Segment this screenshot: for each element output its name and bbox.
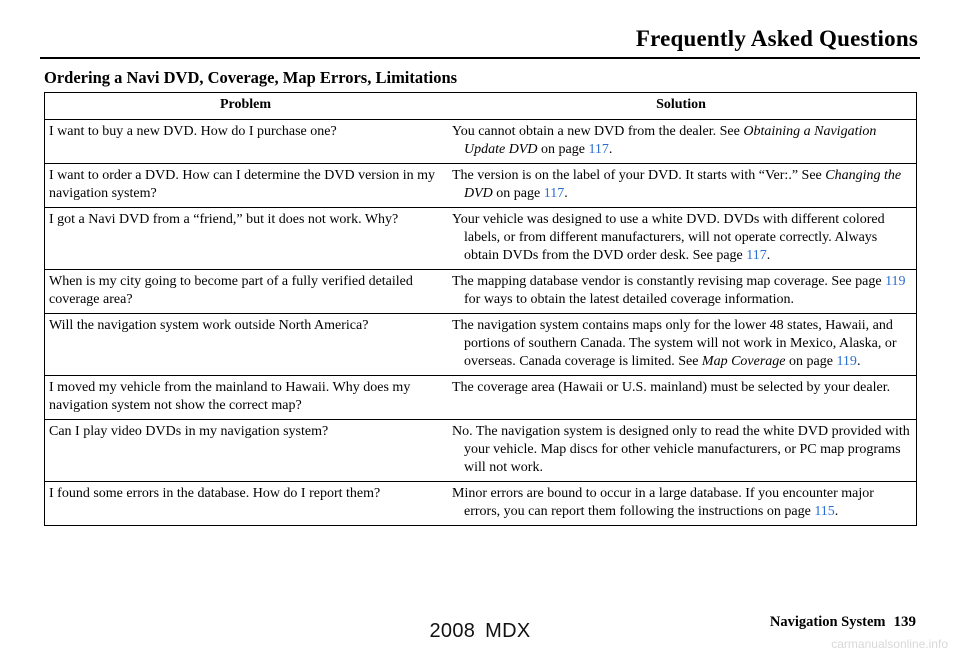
page-reference-link[interactable]: 119 <box>885 274 906 289</box>
solution-text-run: The mapping database vendor is constantly revising map coverage. See page <box>452 274 886 289</box>
solution-text-run: No. The navigation system is designed only to read the white DVD provided with your vehicle. Map discs for other vehicle manufacturers, or PC map programs will not work. <box>452 424 910 475</box>
solution-text-run: . <box>608 142 613 157</box>
table-row <box>45 164 917 208</box>
model-watermark <box>0 620 960 643</box>
faq-table-body <box>45 120 917 526</box>
watermark-model: MDX <box>485 620 531 642</box>
problem-cell: I moved my vehicle from the mainland to Hawaii. Why does my navigation system not show the correct map? <box>45 376 447 420</box>
table-row <box>45 376 917 420</box>
table-header-row <box>45 93 917 120</box>
table-row <box>45 482 917 526</box>
page-reference-link[interactable]: 117 <box>543 186 565 201</box>
solution-text-run: The navigation system contains maps only for the lower 48 states, Hawaii, and portions of southern Canada. The system will not work in Mexico, Alaska, or overseas. Canada coverage is limited. See <box>452 318 897 369</box>
problem-cell: Can I play video DVDs in my navigation system? <box>45 420 447 482</box>
section-reference: Map Coverage <box>701 354 786 369</box>
section-reference: Changing the DVD <box>464 168 902 201</box>
solution-cell <box>446 270 917 314</box>
solution-text-run: Your vehicle was designed to use a white DVD. DVDs with different colored labels, or from different manufacturers, will not operate correctly. Always obtain DVDs from the DVD order desk. See page <box>452 212 885 263</box>
solution-text-run: You cannot obtain a new DVD from the dealer. See <box>452 124 744 139</box>
solution-text-run: on page <box>492 186 544 201</box>
solution-cell <box>446 208 917 270</box>
solution-text <box>450 423 912 477</box>
column-header-solution: Solution <box>446 93 917 120</box>
solution-text-run: The coverage area (Hawaii or U.S. mainland) must be selected by your dealer. <box>452 380 891 395</box>
solution-text <box>450 273 912 309</box>
problem-cell: When is my city going to become part of a fully verified detailed coverage area? <box>45 270 447 314</box>
solution-text <box>450 123 912 159</box>
problem-cell: I got a Navi DVD from a “friend,” but it does not work. Why? <box>45 208 447 270</box>
column-header-problem: Problem <box>45 93 447 120</box>
solution-text-run: Minor errors are bound to occur in a large database. If you encounter major errors, you can report them following the instructions on page <box>452 486 874 519</box>
table-row <box>45 314 917 376</box>
site-watermark: carmanualsonline.info <box>831 637 948 651</box>
section-title: Ordering a Navi DVD, Coverage, Map Errors, Limitations <box>44 68 458 87</box>
solution-text <box>450 379 912 397</box>
page-reference-link[interactable]: 119 <box>836 354 857 369</box>
table-row <box>45 420 917 482</box>
solution-text <box>450 485 912 521</box>
problem-cell: Will the navigation system work outside North America? <box>45 314 447 376</box>
faq-table <box>44 92 917 526</box>
solution-text-run: . <box>834 504 839 519</box>
problem-cell: I want to buy a new DVD. How do I purchase one? <box>45 120 447 164</box>
solution-text <box>450 317 912 371</box>
solution-cell <box>446 164 917 208</box>
solution-cell <box>446 482 917 526</box>
header-rule <box>40 57 920 59</box>
solution-text <box>450 167 912 203</box>
solution-text-run: . <box>856 354 861 369</box>
solution-text-run: on page <box>785 354 837 369</box>
table-row <box>45 270 917 314</box>
footer-section-name: Navigation System <box>769 614 886 630</box>
solution-text-run: for ways to obtain the latest detailed coverage information. <box>464 292 795 307</box>
section-reference: Obtaining a Navigation Update DVD <box>464 124 877 157</box>
solution-text-run: The version is on the label of your DVD. It starts with “Ver:.” See <box>452 168 826 183</box>
solution-cell <box>446 314 917 376</box>
page-header-title: Frequently Asked Questions <box>635 26 918 51</box>
solution-cell <box>446 420 917 482</box>
page-reference-link[interactable]: 117 <box>588 142 609 157</box>
table-row <box>45 208 917 270</box>
table-row <box>45 120 917 164</box>
solution-cell <box>446 376 917 420</box>
page-reference-link[interactable]: 117 <box>746 248 767 263</box>
solution-text-run: . <box>564 186 568 201</box>
problem-cell: I found some errors in the database. How do I report them? <box>45 482 447 526</box>
solution-text-run: . <box>766 248 771 263</box>
solution-text <box>450 211 912 265</box>
solution-cell <box>446 120 917 164</box>
page-reference-link[interactable]: 115 <box>814 504 835 519</box>
solution-text-run: on page <box>537 142 589 157</box>
watermark-year: 2008 <box>429 620 476 642</box>
page-number: 139 <box>893 614 916 630</box>
problem-cell: I want to order a DVD. How can I determine the DVD version in my navigation system? <box>45 164 447 208</box>
